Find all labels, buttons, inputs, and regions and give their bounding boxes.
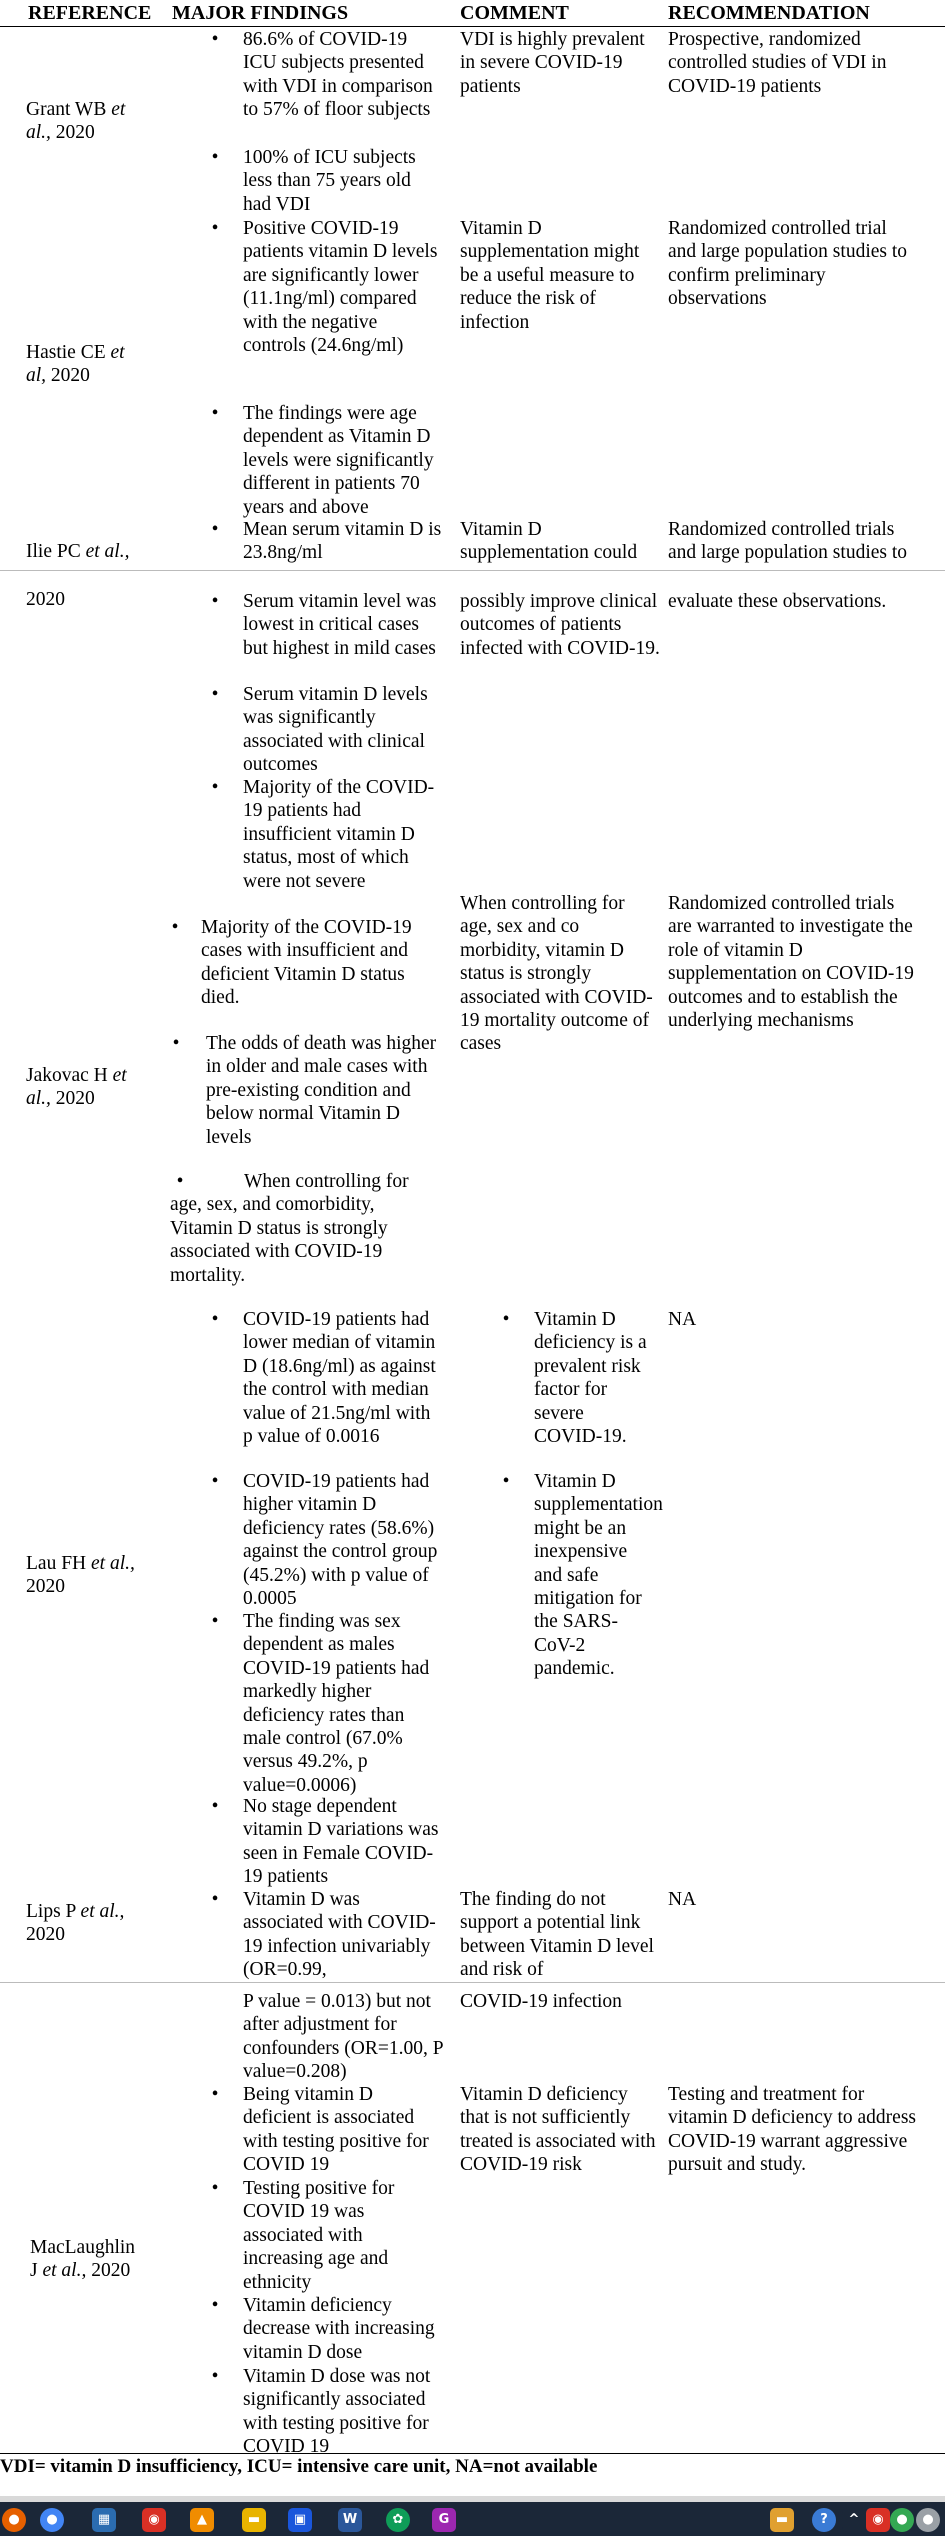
finding-lau-1: • COVID-19 patients had lower median of vitamin D (18.6ng/ml) as against the control with median value of 21.5ng/ml with p value of 0.0016 <box>211 1309 436 1448</box>
reference-jakovac: Jakovac H et al., 2020 <box>26 1065 127 1110</box>
comment-jakovac: When controlling for age, sex and co morbidity, vitamin D status is strongly associated with COVID-19 mortality outcome of cases <box>460 893 653 1055</box>
finding-lau-4: • No stage dependent vitamin D variations was seen in Female COVID-19 patients <box>211 1796 439 1888</box>
comment-lau-2: • Vitamin D supplementation might be an inexpensive and safe mitigation for the SARS-CoV-2 pandemic. <box>502 1471 663 1680</box>
reference-lips: Lips P et al., 2020 <box>26 1901 125 1946</box>
folder-icon[interactable]: ▬ <box>242 2508 266 2532</box>
finding-hastie-1: • Positive COVID-19 patients vitamin D levels are significantly lower (11.1ng/ml) compared with the negative controls (24.6ng/ml) <box>211 218 438 357</box>
taskbar-top-strip <box>0 2496 945 2502</box>
finding-maclaughlin-4: • Vitamin D dose was not significantly associated with testing positive for COVID 19 <box>211 2366 431 2458</box>
recommendation-jakovac: Randomized controlled trials are warranted to investigate the role of vitamin D supplementation on COVID-19 outcomes and to establish the underlying mechanisms <box>668 893 914 1032</box>
reference-maclaughlin: MacLaughlin J et al., 2020 <box>30 2237 136 2282</box>
page-break-line-2 <box>0 1982 945 1983</box>
word-icon[interactable]: W <box>338 2508 362 2532</box>
firefox-icon[interactable]: ● <box>2 2508 26 2532</box>
finding-ilie-4: • Majority of the COVID-19 patients had insufficient vitamin D status, most of which were not severe <box>211 777 435 892</box>
recommendation-lips: NA <box>668 1889 697 1910</box>
header-major-findings: MAJOR FINDINGS <box>172 2 349 24</box>
taskbar <box>0 2496 945 2536</box>
recommendation-ilie-part2: evaluate these observations. <box>668 591 887 612</box>
header-recommendation: RECOMMENDATION <box>668 2 870 24</box>
tray-network-icon[interactable]: ● <box>890 2508 914 2532</box>
finding-maclaughlin-2: • Testing positive for COVID 19 was associated with increasing age and ethnicity <box>211 2178 395 2293</box>
recommendation-ilie-part1: Randomized controlled trials and large population studies to <box>668 519 908 564</box>
reference-hastie: Hastie CE et al, 2020 <box>26 342 125 387</box>
recommendation-hastie: Randomized controlled trial and large population studies to confirm preliminary observations <box>668 218 908 310</box>
comment-lips-part1: The finding do not support a potential link between Vitamin D level and risk of <box>460 1889 654 1981</box>
recommendation-lau: NA <box>668 1309 697 1330</box>
vlc-icon[interactable]: ▲ <box>190 2508 214 2532</box>
chrome-icon[interactable]: ● <box>40 2508 64 2532</box>
comment-hastie: Vitamin D supplementation might be a useful measure to reduce the risk of infection <box>460 218 640 333</box>
finding-ilie-3: • Serum vitamin D levels was significantly associated with clinical outcomes <box>211 684 428 776</box>
header-reference: REFERENCE <box>28 2 152 24</box>
finding-ilie-2: • Serum vitamin level was lowest in critical cases but highest in mild cases <box>211 591 437 659</box>
finding-grant-1: • 86.6% of COVID-19 ICU subjects presented with VDI in comparison to 57% of floor subjects <box>211 29 433 121</box>
table-header <box>0 0 945 27</box>
reference-grant: Grant WB et al., 2020 <box>26 99 126 144</box>
recommendation-grant: Prospective, randomized controlled studies of VDI in COVID-19 patients <box>668 29 887 97</box>
recommendation-maclaughlin: Testing and treatment for vitamin D deficiency to address COVID-19 warrant aggressive pursuit and study. <box>668 2084 917 2176</box>
comment-ilie-part2: possibly improve clinical outcomes of patients infected with COVID-19. <box>460 591 660 659</box>
tray-chevron-up-icon[interactable]: ^ <box>842 2508 866 2532</box>
tray-status-icon[interactable]: ● <box>916 2508 940 2532</box>
page-break-line <box>0 570 945 571</box>
comment-lips-part2: COVID-19 infection <box>460 1991 622 2012</box>
screen-capture-icon[interactable]: ▣ <box>288 2508 312 2532</box>
comment-lau-1: • Vitamin D deficiency is a prevalent risk factor for severe COVID-19. <box>502 1309 647 1448</box>
tray-help-icon[interactable]: ? <box>812 2508 836 2532</box>
comment-maclaughlin: Vitamin D deficiency that is not sufficiently treated is associated with COVID-19 risk <box>460 2084 656 2176</box>
tray-folder-icon[interactable]: ▬ <box>770 2508 794 2532</box>
finding-maclaughlin-1: • Being vitamin D deficient is associated with testing positive for COVID 19 <box>211 2084 429 2176</box>
finding-jakovac-2: • The odds of death was higher in older and male cases with pre-existing condition and below normal Vitamin D levels <box>172 1033 437 1148</box>
foxit-reader-icon[interactable]: ◉ <box>142 2508 166 2532</box>
calculator-icon[interactable]: ▦ <box>92 2508 116 2532</box>
finding-maclaughlin-3: • Vitamin deficiency decrease with increasing vitamin D dose <box>211 2295 435 2363</box>
comment-grant: VDI is highly prevalent in severe COVID-19 patients <box>460 29 645 97</box>
header-comment: COMMENT <box>460 2 569 24</box>
finding-lau-3: • The finding was sex dependent as males COVID-19 patients had markedly higher deficiency rates than male control (67.0% versus 49.2%, p value=0.0006) <box>211 1611 430 1796</box>
table-bottom-rule <box>0 2453 945 2454</box>
reference-ilie: Ilie PC et al., <box>26 541 130 562</box>
paint-icon[interactable]: ✿ <box>386 2508 410 2532</box>
tray-pdf-icon[interactable]: ◉ <box>866 2508 890 2532</box>
finding-lips-part1: • Vitamin D was associated with COVID-19 infection univariably (OR=0.99, <box>211 1889 436 1981</box>
finding-jakovac-3: • When controlling for age, sex, and comorbidity, Vitamin D status is strongly associated with COVID-19 mortality. <box>170 1171 409 1286</box>
finding-ilie-1: • Mean serum vitamin D is 23.8ng/ml <box>211 519 442 564</box>
finding-grant-2: • 100% of ICU subjects less than 75 years old had VDI <box>211 147 416 215</box>
abbreviations-footnote: VDI= vitamin D insufficiency, ICU= intensive care unit, NA=not available <box>0 2456 598 2477</box>
reference-lau: Lau FH et al., 2020 <box>26 1553 135 1598</box>
finding-hastie-2: • The findings were age dependent as Vitamin D levels were significantly different in patients 70 years and above <box>211 403 434 518</box>
app-icon[interactable]: G <box>432 2508 456 2532</box>
finding-lips-part2: P value = 0.013) but not after adjustment for confounders (OR=1.00, P value=0.208) <box>243 1991 443 2083</box>
finding-jakovac-1: • Majority of the COVID-19 cases with insufficient and deficient Vitamin D status died. <box>171 917 412 1009</box>
reference-ilie-year: 2020 <box>26 589 65 610</box>
comment-ilie-part1: Vitamin D supplementation could <box>460 519 638 564</box>
finding-lau-2: • COVID-19 patients had higher vitamin D deficiency rates (58.6%) against the control group (45.2%) with p value of 0.0005 <box>211 1471 438 1610</box>
